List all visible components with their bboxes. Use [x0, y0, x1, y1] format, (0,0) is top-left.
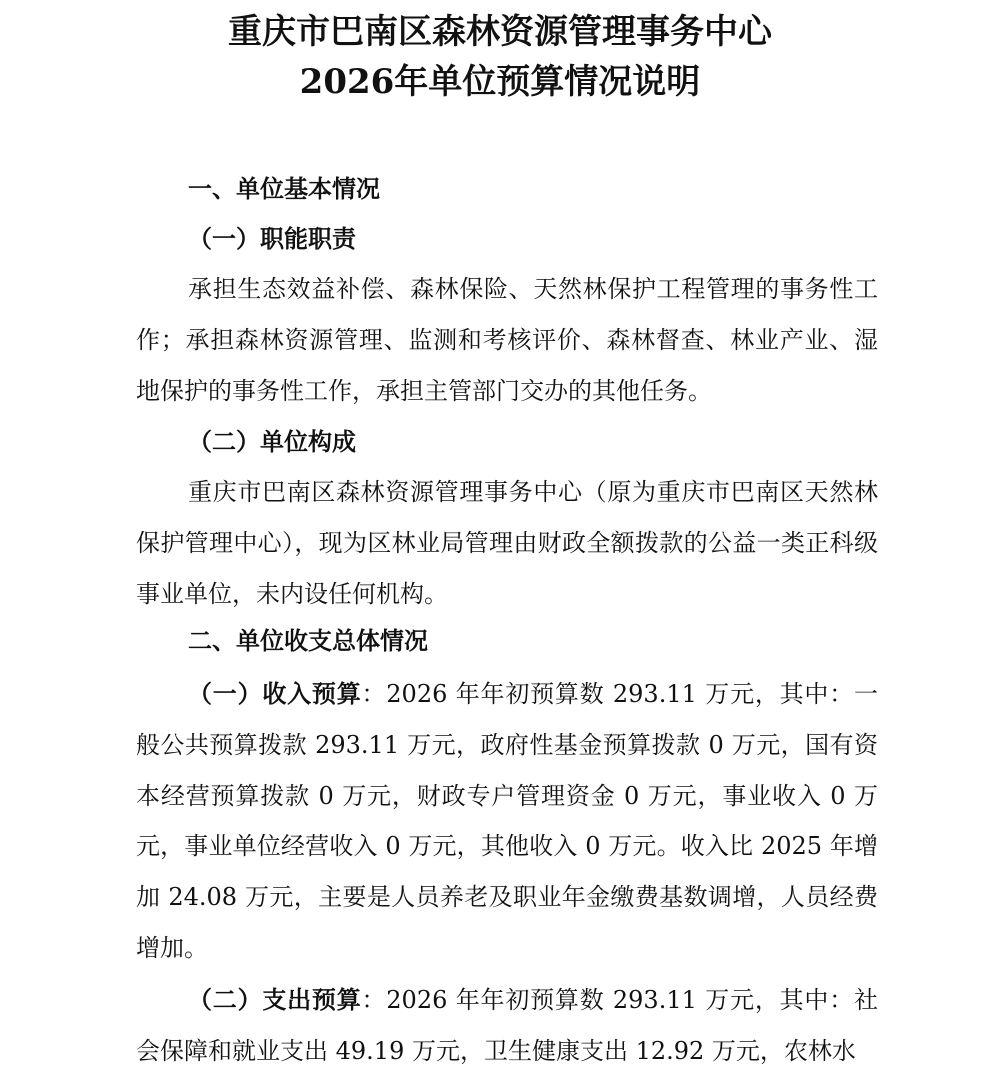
- subsection-heading-duties: （一）职能职责: [188, 224, 356, 253]
- document-title-line-1: 重庆市巴南区森林资源管理事务中心: [228, 12, 772, 52]
- paragraph-income-budget: [136, 669, 878, 974]
- section-heading-budget-overview: 二、单位收支总体情况: [188, 626, 428, 655]
- expenditure-budget-text: ：2026 年年初预算数 293.11 万元，其中：社会保障和就业支出 49.19 万元，卫生健康支出 12.92 万元，农林水: [136, 986, 878, 1065]
- document-title-line-2: 2026年单位预算情况说明: [299, 62, 701, 102]
- paragraph-expenditure-budget: [136, 975, 878, 1077]
- section-heading-basic-info: 一、单位基本情况: [188, 174, 380, 203]
- expenditure-budget-lead: （二）支出预算: [188, 985, 362, 1014]
- income-budget-lead: （一）收入预算: [188, 679, 362, 708]
- subsection-heading-composition: （二）单位构成: [188, 427, 356, 456]
- paragraph-composition: 重庆市巴南区森林资源管理事务中心（原为重庆市巴南区天然林保护管理中心），现为区林业局管理由财政全额拨款的公益一类正科级事业单位，未内设任何机构。: [136, 478, 878, 608]
- paragraph-duties: 承担生态效益补偿、森林保险、天然林保护工程管理的事务性工作；承担森林资源管理、监测和考核评价、森林督查、林业产业、湿地保护的事务性工作，承担主管部门交办的其他任务。: [136, 275, 878, 405]
- income-budget-text: ：2026 年年初预算数 293.11 万元，其中：一般公共预算拨款 293.11 万元，政府性基金预算拨款 0 万元，国有资本经营预算拨款 0 万元，财政专户管理资金 0 万元，事业收入 0 万元，事业单位经营收入 0 万元，其他收入 0 万元。收入比 2025 年增加 24.08 万元，主要是人员养老及职业年金缴费基数调增，人员经费增加。: [136, 680, 878, 962]
